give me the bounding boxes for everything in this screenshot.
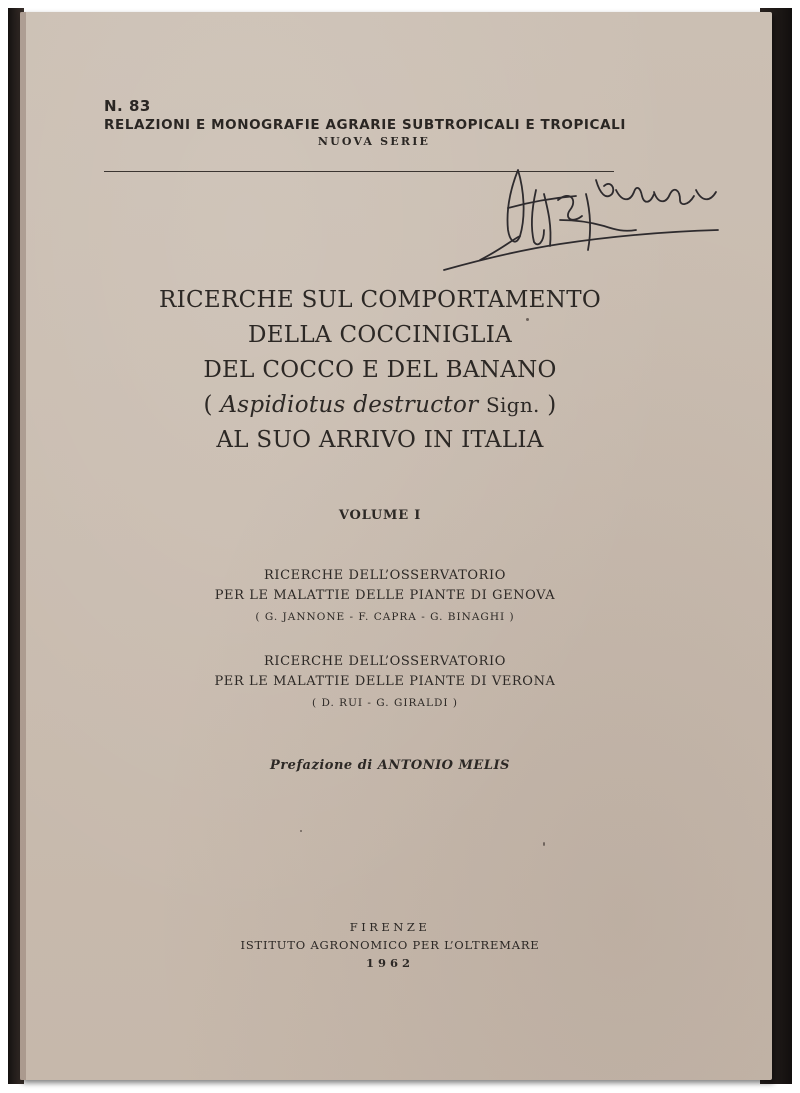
publisher-institute: ISTITUTO AGRONOMICO PER L’OLTREMARE <box>240 938 540 952</box>
species-author: Sign. <box>486 393 540 417</box>
research-subheading: PER LE MALATTIE DELLE PIANTE DI GENOVA <box>214 588 556 603</box>
book-title <box>100 283 660 458</box>
volume-label: VOLUME I <box>338 508 422 523</box>
publisher-city: FIRENZE <box>349 920 431 934</box>
publication-year: 1962 <box>365 956 414 970</box>
title-line-5: AL SUO ARRIVO IN ITALIA <box>216 427 544 453</box>
title-line-1: RICERCHE SUL COMPORTAMENTO <box>159 287 601 313</box>
title-line-3: DEL COCCO E DEL BANANO <box>203 357 557 383</box>
series-header <box>104 96 624 150</box>
species-close-paren: ) <box>547 392 557 418</box>
paper-speck <box>300 830 302 832</box>
preface-credit: Prefazione di ANTONIO MELIS <box>270 758 510 773</box>
species-name: Aspidiotus destructor <box>220 392 479 418</box>
research-authors: ( G. JANNONE - F. CAPRA - G. BINAGHI ) <box>255 611 515 623</box>
paper-speck <box>543 842 545 846</box>
research-authors: ( D. RUI - G. GIRALDI ) <box>312 697 458 709</box>
title-species-line <box>100 388 660 423</box>
research-block-genova <box>150 566 620 628</box>
paper-speck <box>526 318 529 321</box>
research-subheading: PER LE MALATTIE DELLE PIANTE DI VERONA <box>214 674 556 689</box>
species-open-paren: ( <box>203 392 213 418</box>
series-title: RELAZIONI E MONOGRAFIE AGRARIE SUBTROPICALI E TROPICALI <box>104 117 626 133</box>
research-block-verona <box>150 652 620 714</box>
title-line-2: DELLA COCCINIGLIA <box>247 322 513 348</box>
research-heading: RICERCHE DELL’OSSERVATORIO <box>264 654 506 669</box>
handwritten-signature <box>440 150 730 280</box>
research-heading: RICERCHE DELL’OSSERVATORIO <box>264 568 506 583</box>
publisher-block <box>180 918 600 972</box>
spine-edge <box>20 12 26 1080</box>
series-subtitle: NUOVA SERIE <box>317 135 431 148</box>
series-number: N. 83 <box>104 97 151 115</box>
